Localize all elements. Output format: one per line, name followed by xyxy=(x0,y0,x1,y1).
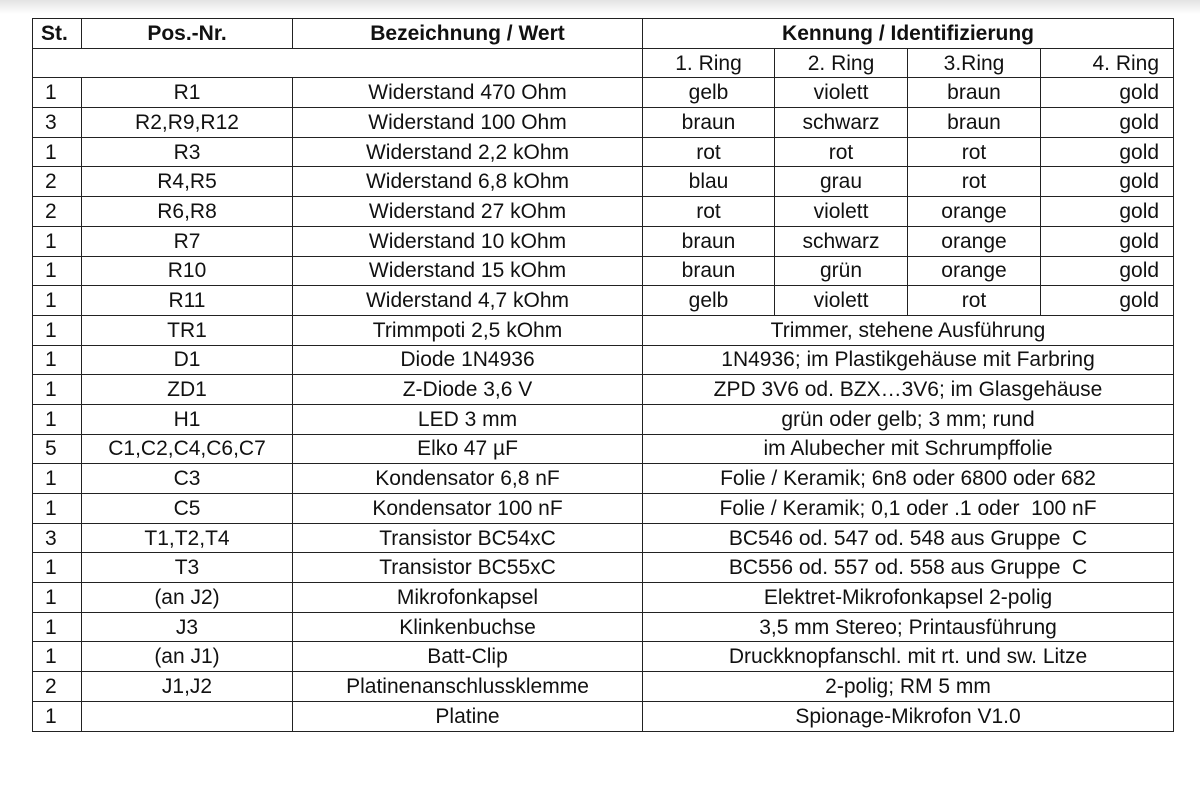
cell-bez: Kondensator 100 nF xyxy=(293,494,643,524)
cell-bez: Widerstand 27 kOhm xyxy=(293,197,643,227)
cell-kennung: BC556 od. 557 od. 558 aus Gruppe C xyxy=(643,553,1174,583)
cell-ring-4: gold xyxy=(1041,197,1174,227)
table-row xyxy=(33,464,1174,494)
cell-bez: LED 3 mm xyxy=(293,404,643,434)
cell-bez: Trimmpoti 2,5 kOhm xyxy=(293,315,643,345)
cell-ring-4: gold xyxy=(1041,256,1174,286)
header-pos-nr: Pos.-Nr. xyxy=(82,19,293,49)
cell-ring-4: gold xyxy=(1041,108,1174,138)
cell-ring-2: violett xyxy=(775,197,908,227)
cell-kennung: BC546 od. 547 od. 548 aus Gruppe C xyxy=(643,523,1174,553)
cell-st: 1 xyxy=(33,286,82,316)
cell-bez: Diode 1N4936 xyxy=(293,345,643,375)
cell-kennung: grün oder gelb; 3 mm; rund xyxy=(643,404,1174,434)
cell-kennung: ZPD 3V6 od. BZX…3V6; im Glasgehäuse xyxy=(643,375,1174,405)
cell-kennung: im Alubecher mit Schrumpffolie xyxy=(643,434,1174,464)
table-row xyxy=(33,434,1174,464)
cell-st: 3 xyxy=(33,108,82,138)
cell-bez: Widerstand 10 kOhm xyxy=(293,226,643,256)
cell-st: 1 xyxy=(33,464,82,494)
cell-st: 1 xyxy=(33,78,82,108)
cell-ring-2: grün xyxy=(775,256,908,286)
cell-pos: D1 xyxy=(82,345,293,375)
cell-kennung: 2-polig; RM 5 mm xyxy=(643,672,1174,702)
cell-pos: J3 xyxy=(82,612,293,642)
cell-pos: J1,J2 xyxy=(82,672,293,702)
cell-bez: Batt-Clip xyxy=(293,642,643,672)
ring-header-row xyxy=(33,48,1174,78)
cell-ring-3: orange xyxy=(908,197,1041,227)
cell-st: 1 xyxy=(33,226,82,256)
header-ring-1: 1. Ring xyxy=(643,48,775,78)
cell-ring-2: violett xyxy=(775,286,908,316)
cell-ring-3: orange xyxy=(908,256,1041,286)
cell-bez: Transistor BC54xC xyxy=(293,523,643,553)
cell-ring-1: rot xyxy=(643,137,775,167)
cell-kennung: Folie / Keramik; 6n8 oder 6800 oder 682 xyxy=(643,464,1174,494)
table-row xyxy=(33,642,1174,672)
cell-pos: R2,R9,R12 xyxy=(82,108,293,138)
cell-bez: Klinkenbuchse xyxy=(293,612,643,642)
cell-st: 1 xyxy=(33,256,82,286)
parts-list-table xyxy=(32,18,1174,732)
table-row xyxy=(33,404,1174,434)
cell-pos: ZD1 xyxy=(82,375,293,405)
cell-st: 1 xyxy=(33,612,82,642)
cell-kennung: Folie / Keramik; 0,1 oder .1 oder 100 nF xyxy=(643,494,1174,524)
header-st: St. xyxy=(33,19,82,49)
cell-ring-4: gold xyxy=(1041,226,1174,256)
cell-pos: T3 xyxy=(82,553,293,583)
cell-ring-1: blau xyxy=(643,167,775,197)
cell-ring-3: braun xyxy=(908,78,1041,108)
cell-st: 1 xyxy=(33,375,82,405)
header-kennung: Kennung / Identifizierung xyxy=(643,19,1174,49)
cell-ring-4: gold xyxy=(1041,137,1174,167)
cell-pos: (an J2) xyxy=(82,583,293,613)
cell-ring-2: schwarz xyxy=(775,226,908,256)
cell-pos: R6,R8 xyxy=(82,197,293,227)
cell-ring-2: schwarz xyxy=(775,108,908,138)
table-row xyxy=(33,701,1174,731)
cell-st: 1 xyxy=(33,642,82,672)
scan-top-shadow xyxy=(0,0,1200,14)
cell-kennung: Spionage-Mikrofon V1.0 xyxy=(643,701,1174,731)
cell-st: 3 xyxy=(33,523,82,553)
cell-ring-2: violett xyxy=(775,78,908,108)
cell-st: 1 xyxy=(33,583,82,613)
header-ring-3: 3.Ring xyxy=(908,48,1041,78)
cell-st: 5 xyxy=(33,434,82,464)
cell-ring-1: braun xyxy=(643,226,775,256)
cell-pos: R3 xyxy=(82,137,293,167)
cell-bez: Widerstand 470 Ohm xyxy=(293,78,643,108)
table-row xyxy=(33,286,1174,316)
cell-kennung: Elektret-Mikrofonkapsel 2-polig xyxy=(643,583,1174,613)
cell-ring-1: gelb xyxy=(643,286,775,316)
cell-bez: Widerstand 100 Ohm xyxy=(293,108,643,138)
header-bezeichnung: Bezeichnung / Wert xyxy=(293,19,643,49)
cell-pos: R7 xyxy=(82,226,293,256)
cell-pos: C5 xyxy=(82,494,293,524)
table-row xyxy=(33,78,1174,108)
cell-bez: Widerstand 15 kOhm xyxy=(293,256,643,286)
cell-st: 1 xyxy=(33,701,82,731)
cell-kennung: 1N4936; im Plastikgehäuse mit Farbring xyxy=(643,345,1174,375)
cell-st: 1 xyxy=(33,315,82,345)
cell-st: 1 xyxy=(33,553,82,583)
table-row xyxy=(33,108,1174,138)
cell-ring-1: braun xyxy=(643,108,775,138)
cell-st: 1 xyxy=(33,494,82,524)
cell-pos: T1,T2,T4 xyxy=(82,523,293,553)
cell-ring-1: braun xyxy=(643,256,775,286)
table-row xyxy=(33,494,1174,524)
cell-ring-3: rot xyxy=(908,137,1041,167)
cell-kennung: Trimmer, stehene Ausführung xyxy=(643,315,1174,345)
cell-pos: R1 xyxy=(82,78,293,108)
cell-pos: (an J1) xyxy=(82,642,293,672)
cell-bez: Widerstand 2,2 kOhm xyxy=(293,137,643,167)
table-row xyxy=(33,672,1174,702)
cell-bez: Z-Diode 3,6 V xyxy=(293,375,643,405)
header-ring-4: 4. Ring xyxy=(1041,48,1174,78)
cell-bez: Kondensator 6,8 nF xyxy=(293,464,643,494)
cell-bez: Transistor BC55xC xyxy=(293,553,643,583)
cell-ring-2: rot xyxy=(775,137,908,167)
cell-bez: Widerstand 4,7 kOhm xyxy=(293,286,643,316)
cell-kennung: Druckknopfanschl. mit rt. und sw. Litze xyxy=(643,642,1174,672)
cell-kennung: 3,5 mm Stereo; Printausführung xyxy=(643,612,1174,642)
cell-ring-1: gelb xyxy=(643,78,775,108)
table-row xyxy=(33,583,1174,613)
cell-st: 2 xyxy=(33,672,82,702)
cell-ring-4: gold xyxy=(1041,286,1174,316)
parts-table-body xyxy=(33,78,1174,731)
table-row xyxy=(33,137,1174,167)
header-ring-2: 2. Ring xyxy=(775,48,908,78)
cell-st: 2 xyxy=(33,197,82,227)
cell-bez: Platine xyxy=(293,701,643,731)
cell-ring-3: orange xyxy=(908,226,1041,256)
cell-bez: Platinenanschlussklemme xyxy=(293,672,643,702)
ring-header-spacer xyxy=(33,48,643,78)
table-row xyxy=(33,256,1174,286)
table-row xyxy=(33,226,1174,256)
cell-ring-1: rot xyxy=(643,197,775,227)
cell-pos: C3 xyxy=(82,464,293,494)
cell-bez: Widerstand 6,8 kOhm xyxy=(293,167,643,197)
cell-st: 1 xyxy=(33,137,82,167)
cell-st: 1 xyxy=(33,404,82,434)
cell-bez: Mikrofonkapsel xyxy=(293,583,643,613)
table-row xyxy=(33,315,1174,345)
cell-bez: Elko 47 µF xyxy=(293,434,643,464)
table-row xyxy=(33,345,1174,375)
cell-st: 1 xyxy=(33,345,82,375)
cell-pos: TR1 xyxy=(82,315,293,345)
cell-pos: C1,C2,C4,C6,C7 xyxy=(82,434,293,464)
cell-ring-3: braun xyxy=(908,108,1041,138)
cell-ring-2: grau xyxy=(775,167,908,197)
cell-st: 2 xyxy=(33,167,82,197)
cell-ring-4: gold xyxy=(1041,78,1174,108)
cell-pos: R10 xyxy=(82,256,293,286)
table-row xyxy=(33,612,1174,642)
cell-pos xyxy=(82,701,293,731)
cell-ring-3: rot xyxy=(908,286,1041,316)
cell-pos: R11 xyxy=(82,286,293,316)
table-row xyxy=(33,375,1174,405)
cell-ring-3: rot xyxy=(908,167,1041,197)
cell-pos: R4,R5 xyxy=(82,167,293,197)
cell-pos: H1 xyxy=(82,404,293,434)
table-row xyxy=(33,553,1174,583)
table-row xyxy=(33,523,1174,553)
table-row xyxy=(33,167,1174,197)
cell-ring-4: gold xyxy=(1041,167,1174,197)
table-row xyxy=(33,197,1174,227)
header-row xyxy=(33,19,1174,49)
